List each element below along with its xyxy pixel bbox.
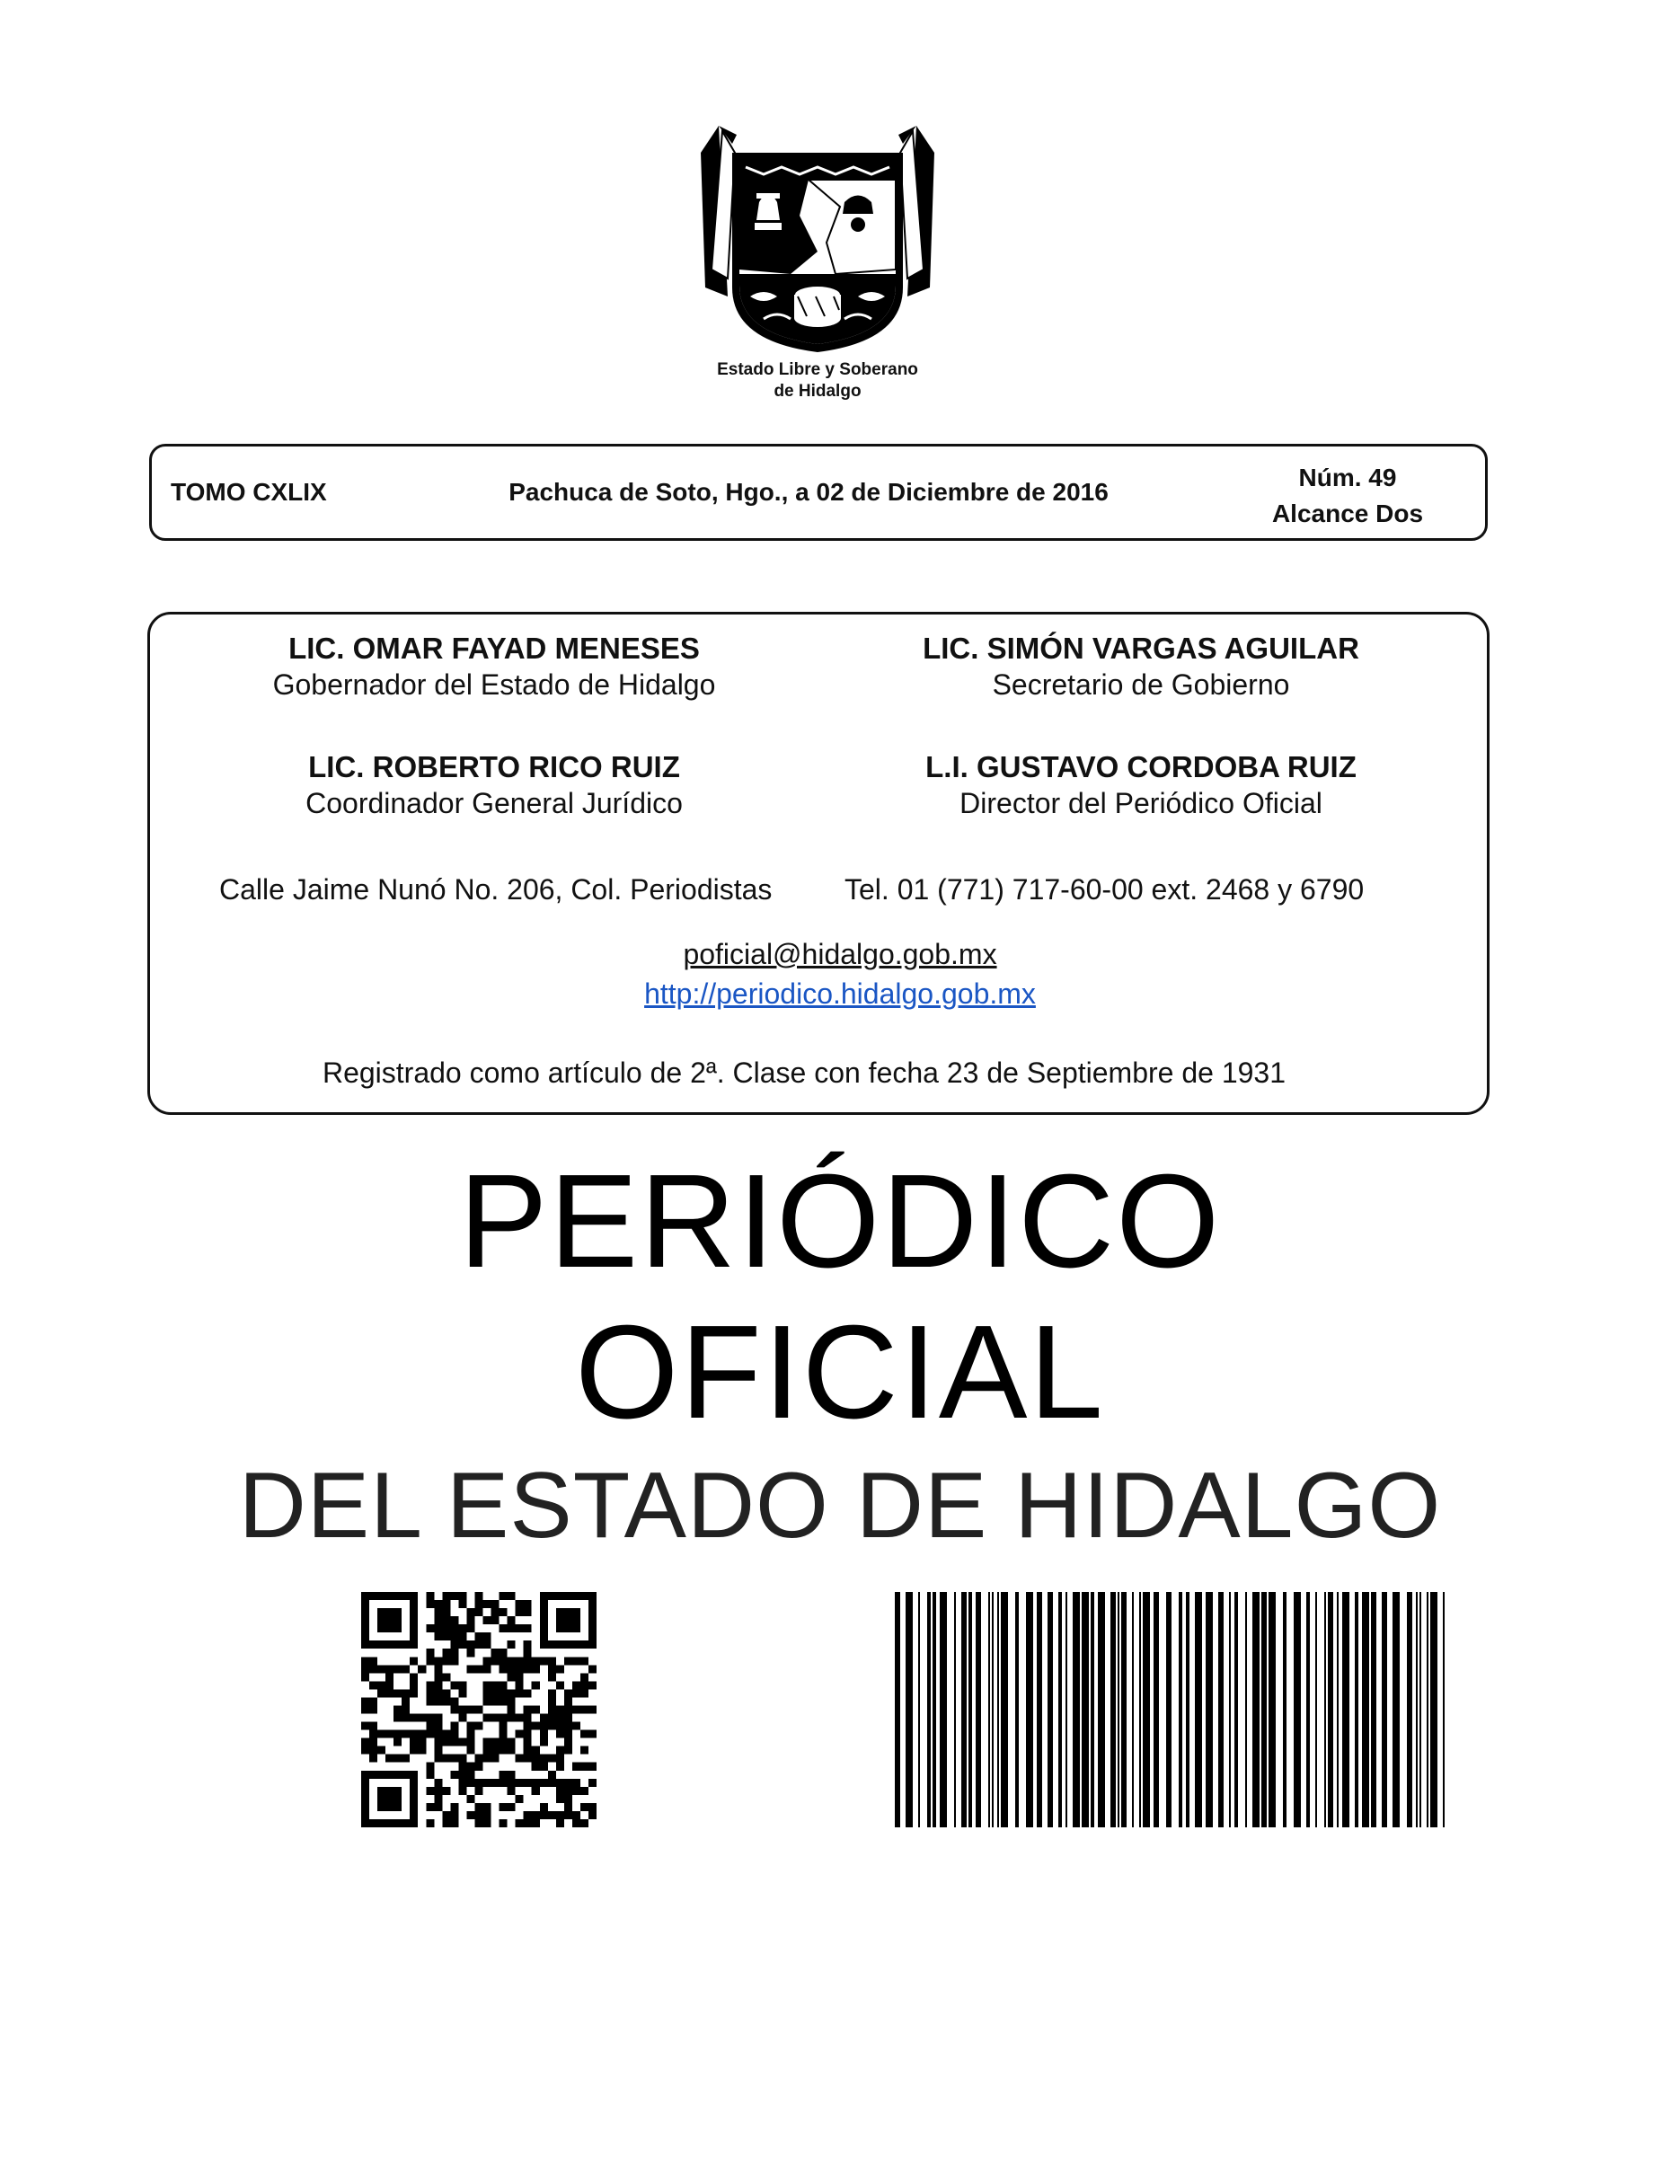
title-oficial: OFICIAL [575, 1298, 1105, 1446]
website-link[interactable]: http://periodico.hidalgo.gob.mx [644, 977, 1036, 1010]
address: Calle Jaime Nunó No. 206, Col. Periodistas [219, 873, 773, 906]
qr-code-icon [361, 1592, 597, 1827]
registration-note: Registrado como artículo de 2ª. Clase con fecha 23 de Septiembre de 1931 [322, 1057, 1287, 1089]
official-role: Coordinador General Jurídico [305, 787, 683, 819]
official-secretary [827, 631, 1455, 703]
official-director [827, 749, 1455, 821]
dateline: Pachuca de Soto, Hgo., a 02 de Diciembre de 2016 [508, 478, 1109, 506]
issue-number [1213, 460, 1482, 532]
title-del-estado: DEL ESTADO DE HIDALGO [238, 1454, 1442, 1558]
phone: Tel. 01 (771) 717-60-00 ext. 2468 y 6790 [844, 873, 1365, 906]
official-name: LIC. SIMÓN VARGAS AGUILAR [923, 632, 1359, 665]
email-link[interactable]: poficial@hidalgo.gob.mx [683, 938, 997, 970]
official-name: LIC. ROBERTO RICO RUIZ [308, 750, 680, 783]
official-role: Director del Periódico Oficial [959, 787, 1322, 819]
num-label: Núm. 49 [1298, 464, 1397, 491]
official-governor [180, 631, 809, 703]
barcode-icon [895, 1592, 1445, 1827]
alcance-label: Alcance Dos [1271, 500, 1424, 527]
official-name: LIC. OMAR FAYAD MENESES [288, 632, 700, 665]
hidalgo-coat-of-arms-icon [683, 117, 952, 359]
official-role: Secretario de Gobierno [992, 668, 1290, 701]
emblem-caption-line1: Estado Libre y Soberano [717, 360, 918, 379]
official-name: L.I. GUSTAVO CORDOBA RUIZ [925, 750, 1357, 783]
official-coordinator [180, 749, 809, 821]
emblem-caption-line2: de Hidalgo [774, 382, 862, 401]
website-row [0, 977, 1680, 1011]
email-row [0, 938, 1680, 971]
tomo-label: TOMO CXLIX [171, 478, 327, 506]
title-periodico: PERIÓDICO [458, 1147, 1222, 1295]
emblem-caption [660, 359, 975, 402]
official-role: Gobernador del Estado de Hidalgo [272, 668, 716, 701]
